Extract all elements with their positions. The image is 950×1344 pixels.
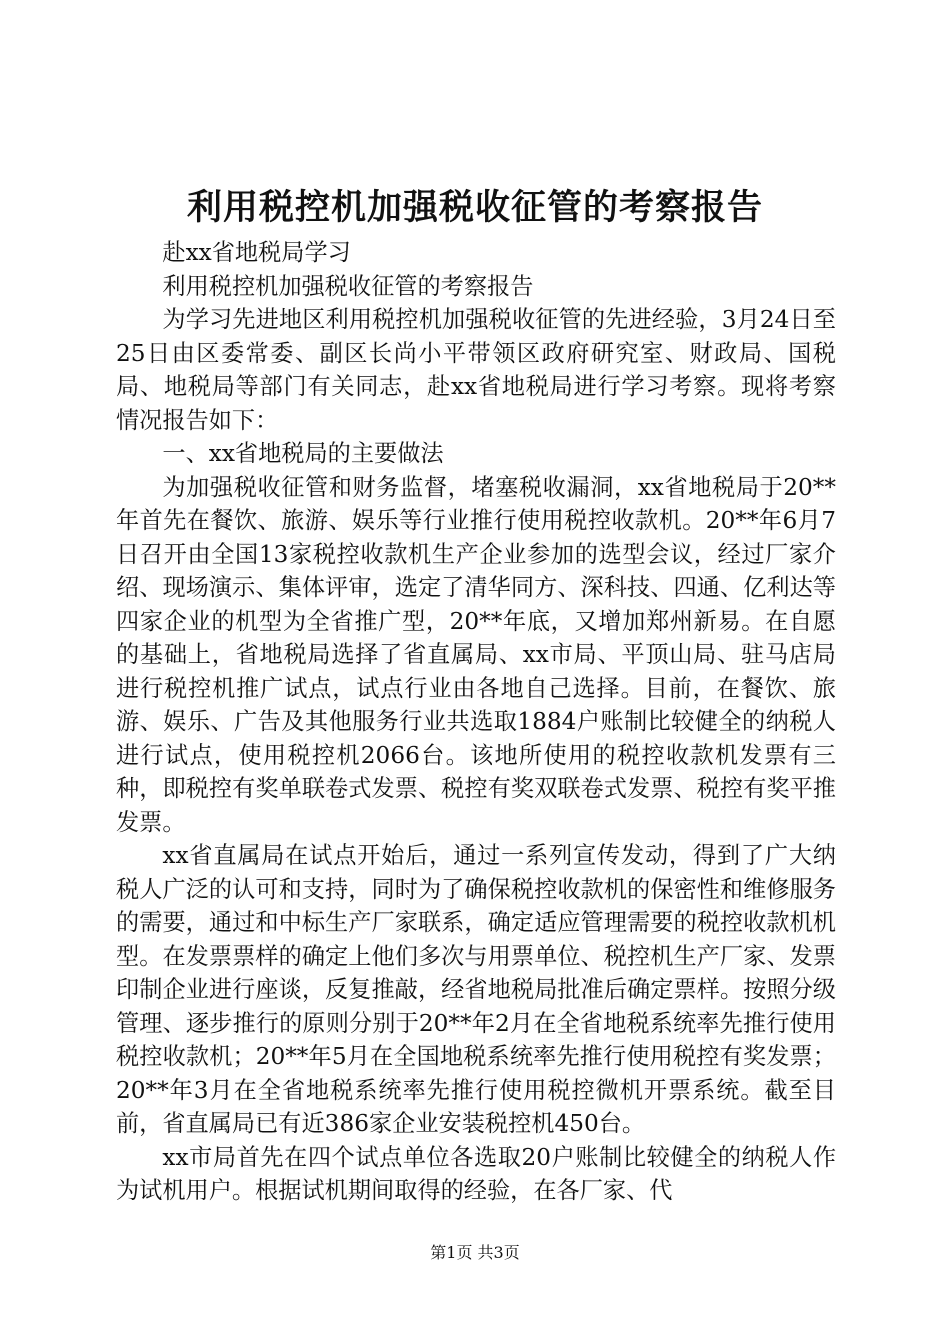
section-heading: 一、xx省地税局的主要做法 [162,440,444,467]
document-title: 利用税控机加强税收征管的考察报告 [186,187,763,228]
paragraph-subtitle-1: 赴xx省地税局学习 [162,239,351,266]
paragraph-body-2: xx省直属局在试点开始后，通过一系列宣传发动，得到了广大纳税人广泛的认可和支持，同时为了确保税控收款机的保密性和维修服务的需要，通过和中标生产厂家联系，确定适应管理需要的税控收款机机型。在发票票样的确定上他们多次与用票单位、税控机生产厂家、发票印制企业进行座谈，反复推敲，经省地税局批准后确定票样。按照分级管理、逐步推行的原则分别于20**年2月在全省地税系统率先推行使用税控收款机；20**年5月在全国地税系统率先推行使用税控有奖发票；20**年3月在全省地税系统率先推行使用税控微机开票系统。截至目前，省直属局已有近386家企业安装税控机450台。 [116,842,836,1137]
paragraph-body-3: xx市局首先在四个试点单位各选取20户账制比较健全的纳税人作为试机用户。根据试机期间取得的经验，在各厂家、代 [116,1143,836,1204]
paragraph-body-1: 为加强税收征管和财务监督，堵塞税收漏洞，xx省地税局于20**年首先在餐饮、旅游、娱乐等行业推行使用税控收款机。20**年6月7日召开由全国13家税控收款机生产企业参加的选型会议，经过厂家介绍、现场演示、集体评审，选定了清华同方、深科技、四通、亿利达等四家企业的机型为全省推广型，20**年底，又增加郑州新易。在自愿的基础上，省地税局选择了省直属局、xx市局、平顶山局、驻马店局进行税控机推广试点，试点行业由各地自己选择。目前，在餐饮、旅游、娱乐、广告及其他服务行业共选取1884户账制比较健全的纳税人进行试点，使用税控机2066台。该地所使用的税控收款机发票有三种，即税控有奖单联卷式发票、税控有奖双联卷式发票、税控有奖平推发票。 [116,473,836,836]
document-body [116,236,836,1208]
paragraph-subtitle-2: 利用税控机加强税收征管的考察报告 [162,272,534,300]
paragraph-intro: 为学习先进地区利用税控机加强税收征管的先进经验，3月24日至25日由区委常委、副区长尚小平带领区政府研究室、财政局、国税局、地税局等部门有关同志，赴xx省地税局进行学习考察。现将考察情况报告如下： [116,306,836,434]
page-footer: 第1页 共3页 [430,1243,520,1262]
